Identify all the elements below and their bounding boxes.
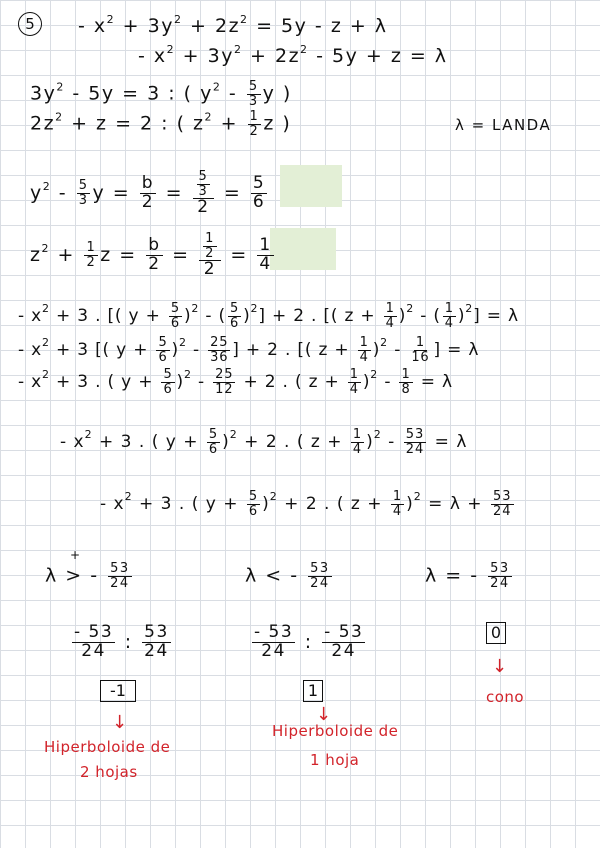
case-1-result: -1 bbox=[100, 680, 136, 702]
equation-10: - $x^2 + 3$ . ( y + $\frac{5}{6}$ )$^2$ + 2 . ( z + $\frac{1}{4}$ )$^2$ - $\frac{53}{24}$ = λ bbox=[60, 427, 468, 457]
case-1-condition: λ > - $\frac{53}{24}$ bbox=[45, 561, 130, 591]
case-3-label: cono bbox=[486, 688, 525, 706]
case-2-arrow-icon: ↓ bbox=[316, 704, 332, 725]
equation-4: $2z^2 + z = 2$ : ( $z^2$ + $\frac{1}{2}$ z ) bbox=[30, 109, 292, 139]
equation-2: - $x^2 + 3y^2 + 2z^2 - 5y + z = \lambda$ bbox=[138, 43, 448, 67]
case-2-result: 1 bbox=[303, 680, 323, 702]
case-2-label-line-2: 1 hoja bbox=[310, 751, 360, 769]
case-3-condition: λ = - $\frac{53}{24}$ bbox=[425, 561, 510, 591]
case-2-division: $\frac{- 53}{24}$ : $\frac{- 53}{24}$ bbox=[254, 622, 364, 661]
case-3-result: 0 bbox=[486, 622, 506, 644]
lambda-note: λ = LANDA bbox=[455, 116, 552, 134]
case-1-division: $\frac{- 53}{24}$ : $\frac{53}{24}$ bbox=[74, 622, 169, 661]
equation-1: - $x^2 + 3y^2 + 2z^2 = 5y - z + \lambda$ bbox=[78, 13, 388, 37]
equation-7: - $x^2 + 3$ . [( y + $\frac{5}{6}$ )$^2$ - ( $\frac{5}{6}$ )$^2$] + 2 . [( z + $\frac{1}{4}$ )$^2$ - ( $\frac{1}{4}$ )$^2$] = λ bbox=[18, 301, 519, 331]
case-2-condition: λ < - $\frac{53}{24}$ bbox=[245, 561, 330, 591]
problem-number: 5 bbox=[18, 12, 42, 36]
highlight-5-6 bbox=[280, 165, 342, 207]
equation-6: $z^2$ + $\frac{1}{2}$ z = $\frac{b}{2}$ = $\frac{\frac{1}{2}}{2}$ = $\frac{1}{4}$ bbox=[30, 231, 272, 280]
case-1-plus-mark: + bbox=[70, 548, 81, 562]
equation-11: - $x^2 + 3$ . ( y + $\frac{5}{6}$ )$^2$ + 2 . ( z + $\frac{1}{4}$ )$^2$ = λ + $\frac{53}{24}$ bbox=[100, 489, 512, 519]
equation-3: $3y^2 - 5y = 3$ : ( $y^2$ - $\frac{5}{3}$ y ) bbox=[30, 79, 292, 109]
case-1-label-line-2: 2 hojas bbox=[80, 763, 138, 781]
case-1-arrow-icon: ↓ bbox=[112, 712, 128, 733]
equation-8: - $x^2 + 3$ [( y + $\frac{5}{6}$ )$^2$ - $\frac{25}{36}$ ] + 2 . [( z + $\frac{1}{4}$ )$^2$ - $\frac{1}{16}$ ] = λ bbox=[18, 335, 480, 365]
case-1-label-line-1: Hiperboloide de bbox=[44, 738, 171, 756]
equation-9: - $x^2 + 3$ . ( y + $\frac{5}{6}$ )$^2$ - $\frac{25}{12}$ + 2 . ( z + $\frac{1}{4}$ )$^2$ - $\frac{1}{8}$ = λ bbox=[18, 367, 453, 397]
equation-5: $y^2$ - $\frac{5}{3}$ y = $\frac{b}{2}$ = $\frac{\frac{5}{3}}{2}$ = $\frac{5}{6}$ bbox=[30, 169, 266, 218]
highlight-1-4 bbox=[270, 228, 336, 270]
case-3-arrow-icon: ↓ bbox=[492, 656, 508, 677]
case-2-label-line-1: Hiperboloide de bbox=[272, 722, 399, 740]
